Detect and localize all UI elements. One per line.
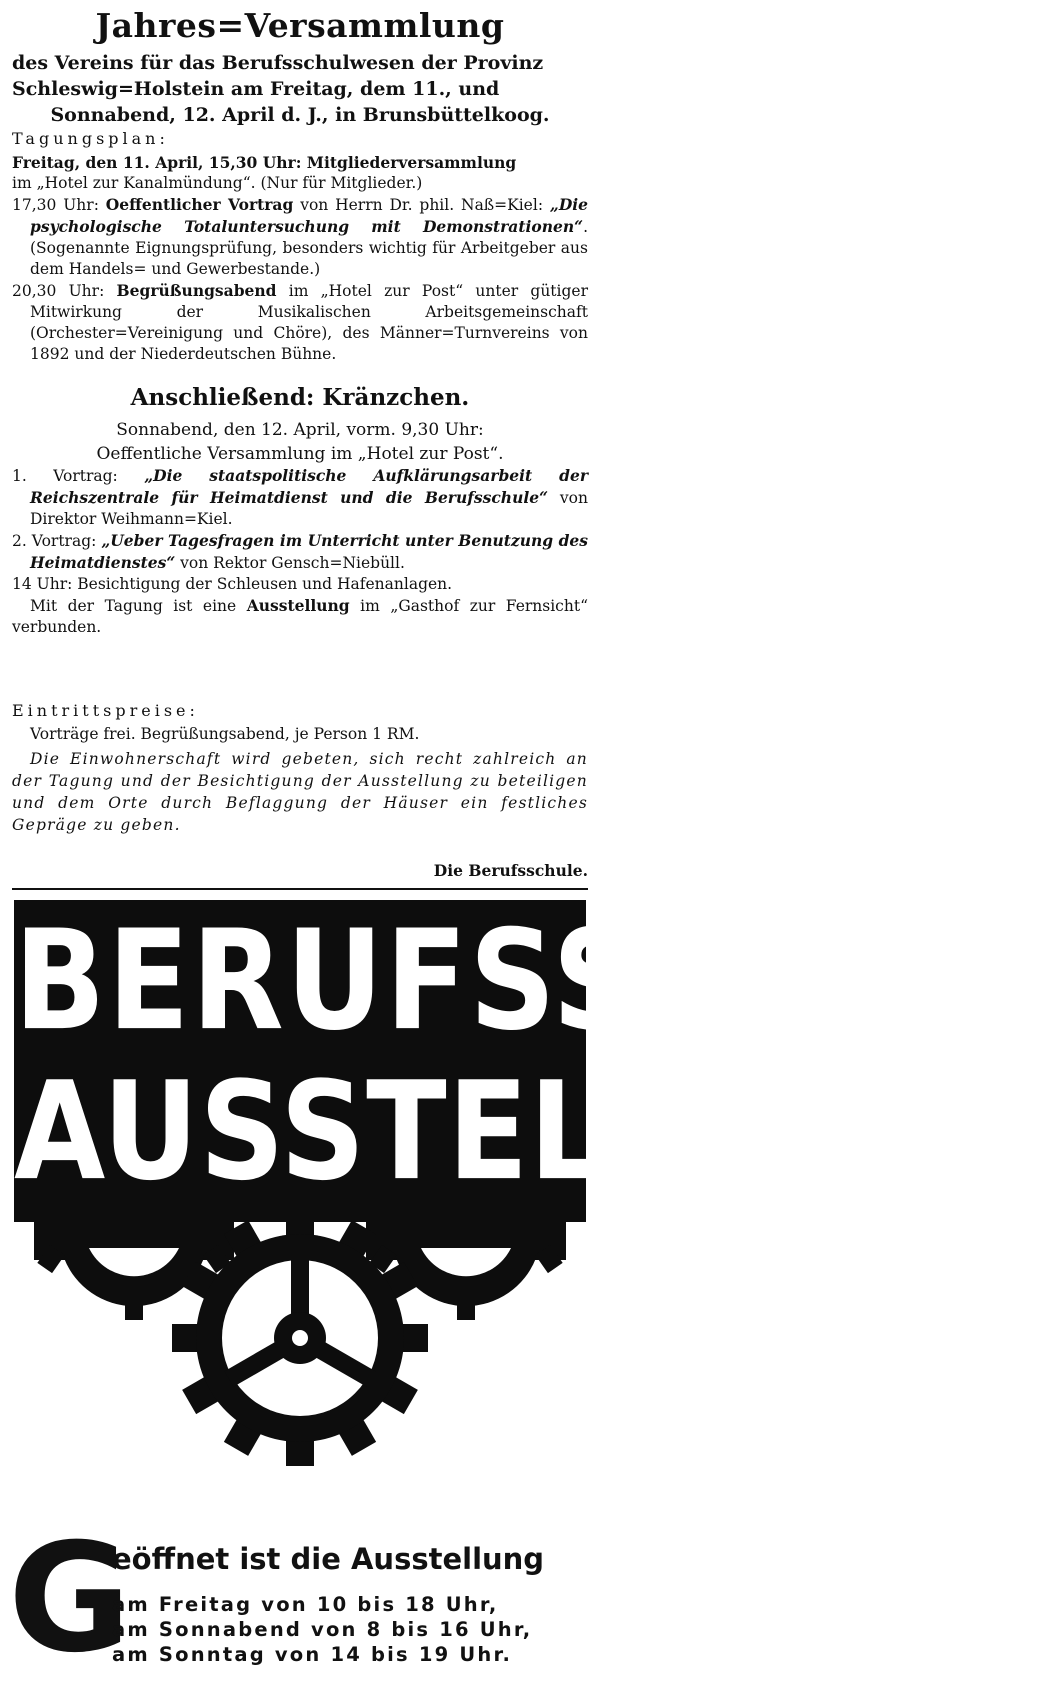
subtitle-line: des Vereins für das Berufsschulwesen der Provinz: [12, 52, 544, 74]
hours-line: am Sonntag von 14 bis 19 Uhr.: [112, 1643, 513, 1666]
tour-line: 14 Uhr: Besichtigung der Schleusen und Hafenanlagen.: [12, 575, 453, 593]
saturday-assembly: Oeffentliche Versammlung im „Hotel zur Post“.: [96, 444, 504, 464]
hours-line: am Sonnabend von 8 bis 16 Uhr,: [112, 1618, 533, 1641]
exhibition-word: Ausstellung: [246, 596, 350, 615]
subtitle-line: Sonnabend, 12. April d. J., in Brunsbüttelkoog.: [50, 104, 550, 126]
exhibition-text: Mit der Tagung ist eine: [30, 597, 247, 615]
friday-meeting-venue: im „Hotel zur Kanalmündung“. (Nur für Mitglieder.): [12, 174, 423, 192]
time-label: 20,30 Uhr:: [12, 282, 117, 300]
lecture-note: . (Sogenannte Eignungsprüfung, besonders wichtig für Arbeitgeber aus dem Handels= und Gewerbestande.): [30, 218, 588, 278]
opening-heading: eöffnet ist die Ausstellung: [112, 1542, 545, 1576]
gears-illustration: [14, 1218, 586, 1478]
lecture-number: 2. Vortrag:: [12, 532, 102, 550]
subtitle-line: Schleswig=Holstein am Freitag, dem 11., und: [12, 78, 500, 100]
exhibition-venue: im „Gasthof zur Fernsicht“ verbunden.: [12, 597, 588, 636]
prices-heading: Eintrittspreise:: [12, 701, 199, 720]
lecture-title: „Die staatspolitische Aufklärungsarbeit der Reichszentrale für Heimatdienst und die Berufsschule“: [30, 466, 588, 507]
lecturer: von Herrn Dr. phil. Naß=Kiel:: [293, 196, 550, 214]
lecture-2: [12, 530, 588, 574]
exhibition-note: [12, 595, 588, 638]
signature: Die Berufsschule.: [433, 861, 588, 880]
lecturer: von Rektor Gensch=Niebüll.: [175, 554, 405, 572]
friday-meeting-line: Freitag, den 11. April, 15,30 Uhr: Mitgliederversammlung: [12, 153, 517, 172]
exhibition-banner: [14, 900, 1063, 1222]
lecturer: von Direktor Weihmann=Kiel.: [30, 489, 589, 528]
appeal-text: Die Einwohnerschaft wird gebeten, sich recht zahlreich an der Tagung und der Besichtigung der Ausstellung zu beteiligen und dem Orte durch Beflaggung der Häuser ein festliches Gepräge zu geben.: [12, 750, 588, 834]
divider: [12, 888, 588, 890]
notice-subtitle: [12, 50, 588, 128]
evening-title: Begrüßungsabend: [116, 281, 277, 300]
banner-line-1: BERUFSSCHUL-: [14, 901, 1063, 1062]
evening-details: im „Hotel zur Post“ unter gütiger Mitwirkung der Musikalischen Arbeitsgemeinschaft (Orchester=Vereinigung und Chöre), des Männer=Turnvereins von 1892 und der Niederdeutschen Bühne.: [30, 282, 588, 363]
opening-initial: G: [8, 1512, 132, 1686]
hours-line: am Freitag von 10 bis 18 Uhr,: [112, 1593, 499, 1616]
banner-line-2: AUSSTELLUNG: [14, 1051, 972, 1211]
notice-title: Jahres=Versammlung: [95, 6, 505, 45]
friday-evening: [12, 280, 588, 365]
lecture-title: „Die psychologische Totaluntersuchung mit Demonstrationen“: [30, 195, 589, 236]
lecture-type: Oeffentlicher Vortrag: [105, 195, 294, 214]
lecture-title: „Ueber Tagesfragen im Unterricht unter Benutzung des Heimatdienstes“: [30, 531, 589, 572]
lecture-1: [12, 465, 588, 530]
kraenzchen-heading: Anschließend: Kränzchen.: [130, 384, 470, 411]
plan-heading: Tagungsplan:: [12, 129, 169, 148]
lecture-number: 1. Vortrag:: [12, 467, 145, 485]
opening-hours: [112, 1592, 592, 1667]
time-label: 17,30 Uhr:: [12, 196, 106, 214]
friday-lecture: [12, 194, 588, 280]
saturday-heading: Sonnabend, den 12. April, vorm. 9,30 Uhr:: [116, 420, 484, 440]
friday-program: [12, 152, 588, 365]
prices-text: Vorträge frei. Begrüßungsabend, je Person 1 RM.: [30, 725, 420, 743]
saturday-program: [12, 420, 588, 638]
